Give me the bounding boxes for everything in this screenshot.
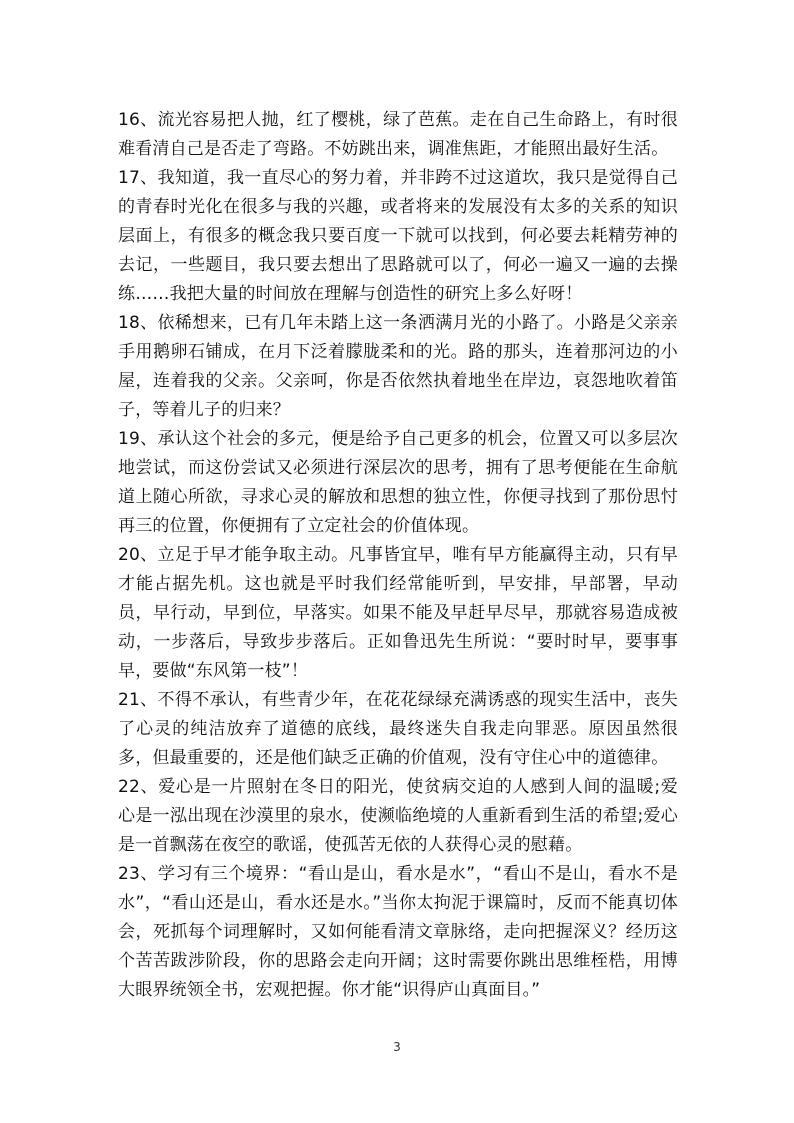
- paragraph-23: 23、学习有三个境界：“看山是山，看水是水”，“看山不是山，看水不是水”，“看山还是山，看水还是水。”当你太拘泥于课篇时，反而不能真切体会，死抓每个词理解时，又如何能看清文章脉络，走向把握深义？经历这个苦苦跋涉阶段，你的思路会走向开阔；这时需要你跳出思维桎梏，用博大眼界统领全书，宏观把握。你才能“识得庐山真面目。”: [118, 864, 678, 1000]
- page-number: 3: [393, 1040, 401, 1054]
- paragraph-21: 21、不得不承认，有些青少年，在花花绿绿充满诱惑的现实生活中，丧失了心灵的纯洁放弃了道德的底线，最终迷失自我走向罪恶。原因虽然很多，但最重要的，还是他们缺乏正确的价值观，没有守住心中的道德律。: [118, 690, 678, 768]
- document-body: [118, 106, 678, 1005]
- paragraph-18: 18、依稀想来，已有几年未踏上这一条洒满月光的小路了。小路是父亲亲手用鹅卵石铺成，在月下泛着朦胧柔和的光。路的那头，连着那河边的小屋，连着我的父亲。父亲呵，你是否依然执着地坐在岸边，哀怨地吹着笛子，等着儿子的归来？: [118, 313, 678, 420]
- paragraph-19: 19、承认这个社会的多元，便是给予自己更多的机会，位置又可以多层次地尝试，而这份尝试又必须进行深层次的思考，拥有了思考便能在生命航道上随心所欲，寻求心灵的解放和思想的独立性，你便寻找到了那份思忖再三的位置，你便拥有了立定社会的价值体现。: [118, 429, 678, 536]
- paragraph-17: 17、我知道，我一直尽心的努力着，并非跨不过这道坎，我只是觉得自己的青春时光化在很多与我的兴趣，或者将来的发展没有太多的关系的知识层面上，有很多的概念我只要百度一下就可以找到，何必要去耗精劳神的去记，一些题目，我只要去想出了思路就可以了，何必一遍又一遍的去操练……我把大量的时间放在理解与创造性的研究上多么好呀！: [118, 168, 678, 304]
- paragraph-20: 20、立足于早才能争取主动。凡事皆宜早，唯有早方能赢得主动，只有早才能占据先机。这也就是平时我们经常能听到，早安排，早部署，早动员，早行动，早到位，早落实。如果不能及早赶早尽早，那就容易造成被动，一步落后，导致步步落后。正如鲁迅先生所说：“要时时早，要事事早，要做“东风第一枝”！: [118, 545, 678, 681]
- paragraph-22: 22、爱心是一片照射在冬日的阳光，使贫病交迫的人感到人间的温暖;爱心是一泓出现在沙漠里的泉水，使濒临绝境的人重新看到生活的希望;爱心是一首飘荡在夜空的歌谣，使孤苦无依的人获得心灵的慰藉。: [118, 777, 678, 855]
- paragraph-16: 16、流光容易把人抛，红了樱桃，绿了芭蕉。走在自己生命路上，有时很难看清自己是否走了弯路。不妨跳出来，调准焦距，才能照出最好生活。: [118, 110, 678, 159]
